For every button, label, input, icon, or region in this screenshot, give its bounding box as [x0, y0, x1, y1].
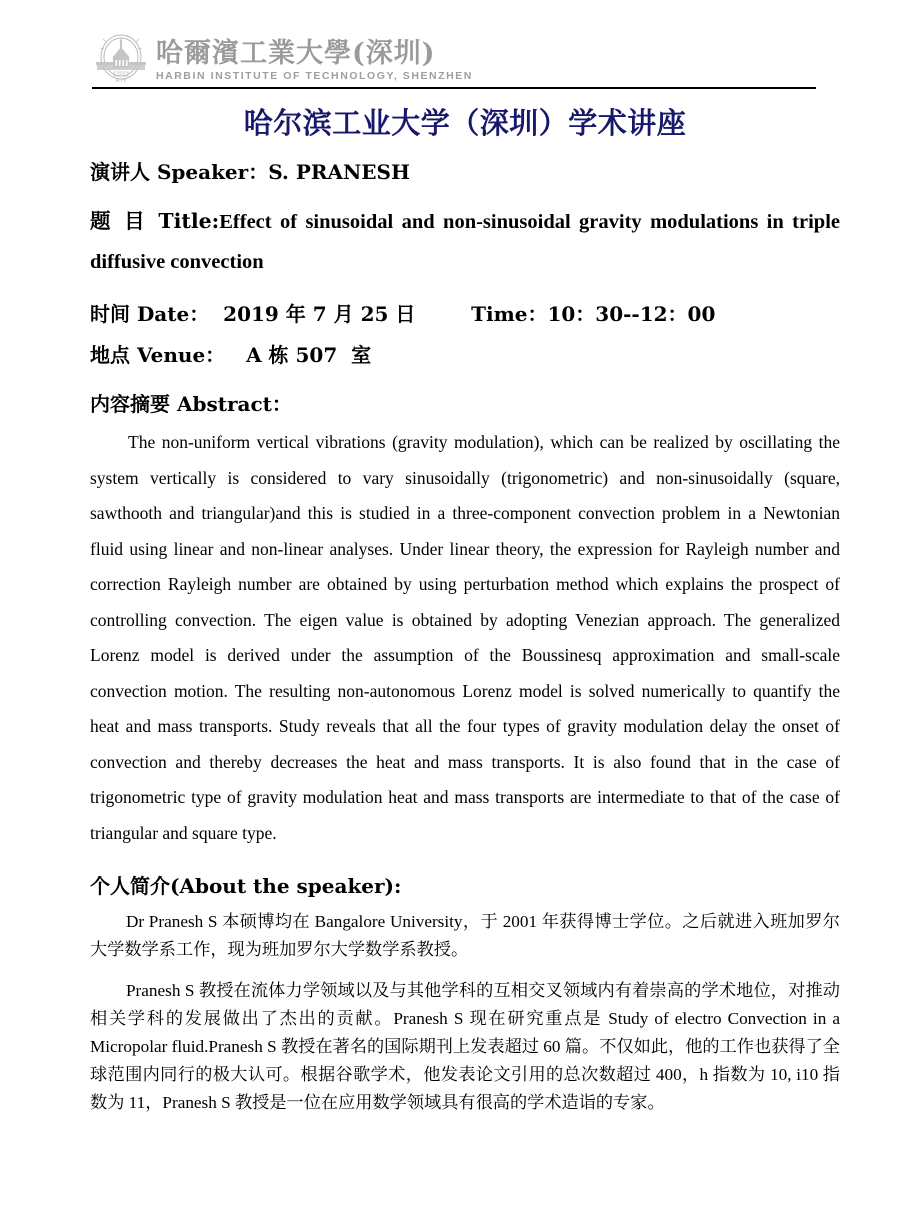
document-body	[90, 105, 840, 1116]
hit-university-crest-icon	[92, 32, 150, 84]
logo-chinese-name: 哈爾濱工業大學(深圳)	[156, 38, 436, 70]
lecture-topic-line	[90, 202, 840, 283]
bio-paragraph-2: Pranesh S 教授在流体力学领域以及与其他学科的互相交叉领域内有着崇高的学术地位，对推动相关学科的发展做出了杰出的贡献。Pranesh S 现在研究重点是 Study of electro Convection in a Micropolar fluid.Pranesh S 教授在著名的国际期刊上发表超过 60 篇。不仅如此，他的工作也获得了全球范围内同行的极大认可。根据谷歌学术，他发表论文引用的总次数超过 400，h 指数为 10, i10 指数为 11，Pranesh S 教授是一位在应用数学领域具有很高的学术造诣的专家。	[90, 981, 840, 1112]
topic-label: 题 目 Title:	[90, 209, 220, 234]
date-line: 时间 Date： 2019 年 7 月 25 日 Time：10：30--12：00	[90, 302, 716, 327]
letterhead	[92, 22, 816, 84]
abstract-heading: 内容摘要 Abstract：	[90, 392, 292, 417]
header-divider	[92, 87, 816, 89]
logo-wordmark	[156, 40, 473, 84]
abstract-body: The non-uniform vertical vibrations (gravity modulation), which can be realized by oscillating the system vertically is considered to vary sinusoidally (trigonometric) and non-sinusoidally (square, sawthooth and triangular)and this is studied in a three-component convection problem in a Newtonian fluid using linear and non-linear analyses. Under linear theory, the expression for Rayleigh number and correction Rayleigh number are obtained by using perturbation method which explains the prospect of controlling convection. The eigen value is obtained by adopting Venezian approach. The generalized Lorenz model is derived under the assumption of the Boussinesq approximation and small-scale convection motion. The resulting non-autonomous Lorenz model is solved numerically to quantify the heat and mass transports. Study reveals that all the four types of gravity modulation delay the onset of convection and thereby decreases the heat and mass transports. It is also found that in the case of trigonometric type of gravity modulation heat and mass transports are intermediate to that of the case of triangular and square type.	[90, 432, 840, 843]
lecture-announcement-page	[0, 22, 924, 1208]
logo-english-name: HARBIN INSTITUTE OF TECHNOLOGY, SHENZHEN	[156, 70, 473, 83]
topic-value: Effect of sinusoidal and non-sinusoidal gravity modulations in triple diffusive convection	[90, 211, 840, 274]
page-title: 哈尔滨工业大学（深圳）学术讲座	[243, 106, 687, 140]
bio-paragraph-1: Dr Pranesh S 本硕博均在 Bangalore University，于 2001 年获得博士学位。之后就进入班加罗尔大学数学系工作，现为班加罗尔大学数学系教授。	[90, 912, 840, 960]
svg-text:H I T: H I T	[116, 78, 126, 83]
svg-text:1920: 1920	[117, 72, 125, 77]
venue-line: 地点 Venue： A 栋 507 室	[90, 343, 372, 368]
about-speaker-heading: 个人简介(About the speaker):	[90, 874, 402, 899]
speaker-line: 演讲人 Speaker：S. PRANESH	[90, 160, 410, 185]
